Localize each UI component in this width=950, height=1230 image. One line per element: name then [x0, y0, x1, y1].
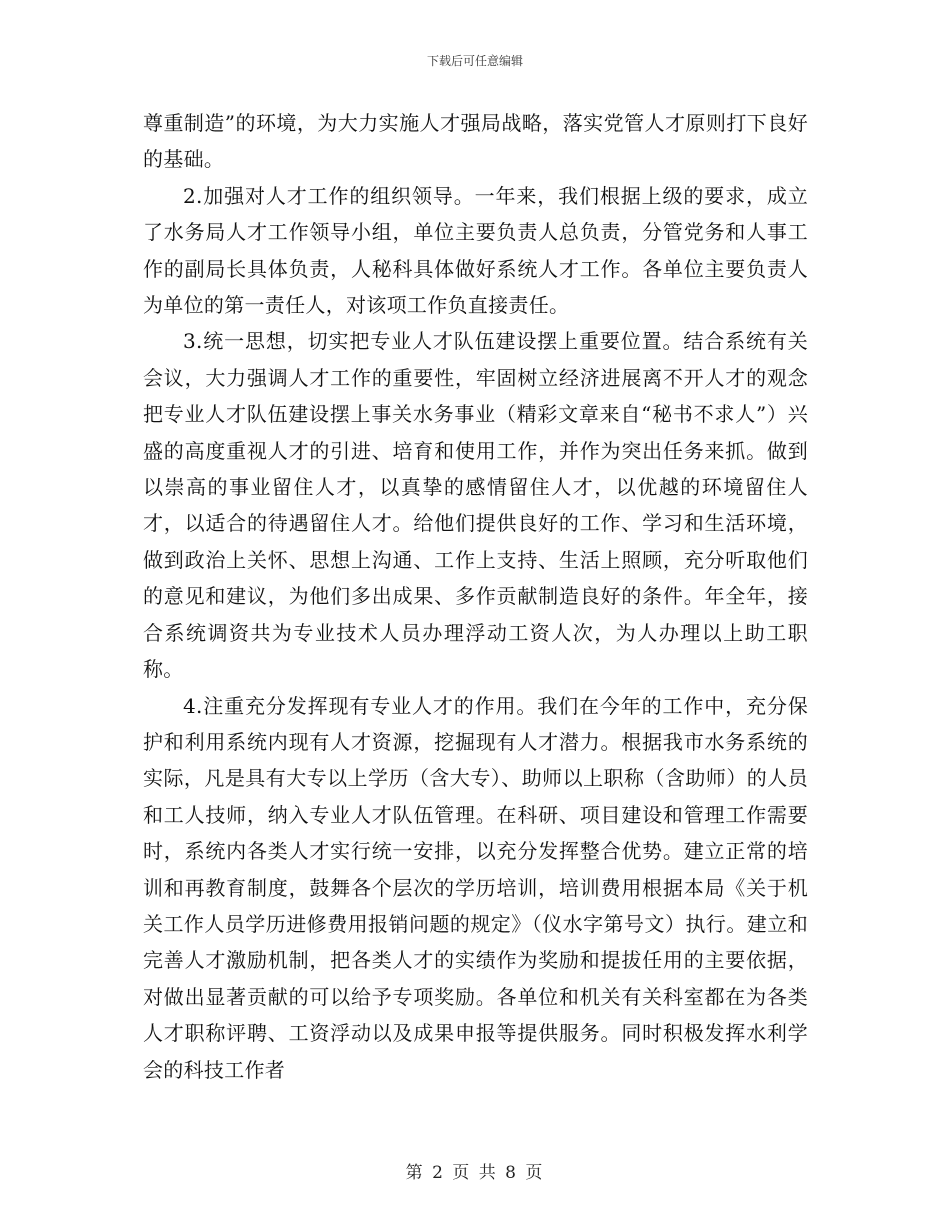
paragraph-continuation: 尊重制造”的环境，为大力实施人才强局战略，落实党管人才原则打下良好的基础。 [143, 111, 808, 172]
paragraph-item-3: 3.统一思想，切实把专业人才队伍建设摆上重要位置。结合系统有关会议，大力强调人才工作的重要性，牢固树立经济进展离不开人才的观念把专业人才队伍建设摆上事关水务事业（精彩文章来自“秘书不求人”）兴盛的高度重视人才的引进、培育和使用工作，并作为突出任务来抓。做到以崇高的事业留住人才，以真挚的感情留住人才，以优越的环境留住人才，以适合的待遇留住人才。给他们提供良好的工作、学习和生活环境，做到政治上关怀、思想上沟通、工作上支持、生活上照顾，充分听取他们的意见和建议，为他们多出成果、多作贡献制造良好的条件。年全年，接合系统调资共为专业技术人员办理浮动工资人次，为人办理以上助工职称。 [143, 329, 808, 682]
document-body [143, 105, 808, 1088]
page-header: 下载后可任意编辑 [426, 54, 523, 68]
paragraph-item-2: 2.加强对人才工作的组织领导。一年来，我们根据上级的要求，成立了水务局人才工作领导小组，单位主要负责人总负责，分管党务和人事工作的副局长具体负责，人秘科具体做好系统人才工作。各单位主要负责人为单位的第一责任人，对该项工作负直接责任。 [143, 183, 808, 318]
paragraph-item-4: 4.注重充分发挥现有专业人才的作用。我们在今年的工作中，充分保护和利用系统内现有人才资源，挖掘现有人才潜力。根据我市水务系统的实际，凡是具有大专以上学历（含大专）、助师以上职称（含助师）的人员和工人技师，纳入专业人才队伍管理。在科研、项目建设和管理工作需要时，系统内各类人才实行统一安排，以充分发挥整合优势。建立正常的培训和再教育制度，鼓舞各个层次的学历培训，培训费用根据本局《关于机关工作人员学历进修费用报销问题的规定》（仪水字第号文）执行。建立和完善人才激励机制，把各类人才的实绩作为奖励和提拔任用的主要依据，对做出显著贡献的可以给予专项奖励。各单位和机关有关科室都在为各类人才职称评聘、工资浮动以及成果申报等提供服务。同时积极发挥水利学会的科技工作者 [143, 693, 808, 1082]
page-number-footer: 第 2 页 共 8 页 [405, 1163, 545, 1183]
